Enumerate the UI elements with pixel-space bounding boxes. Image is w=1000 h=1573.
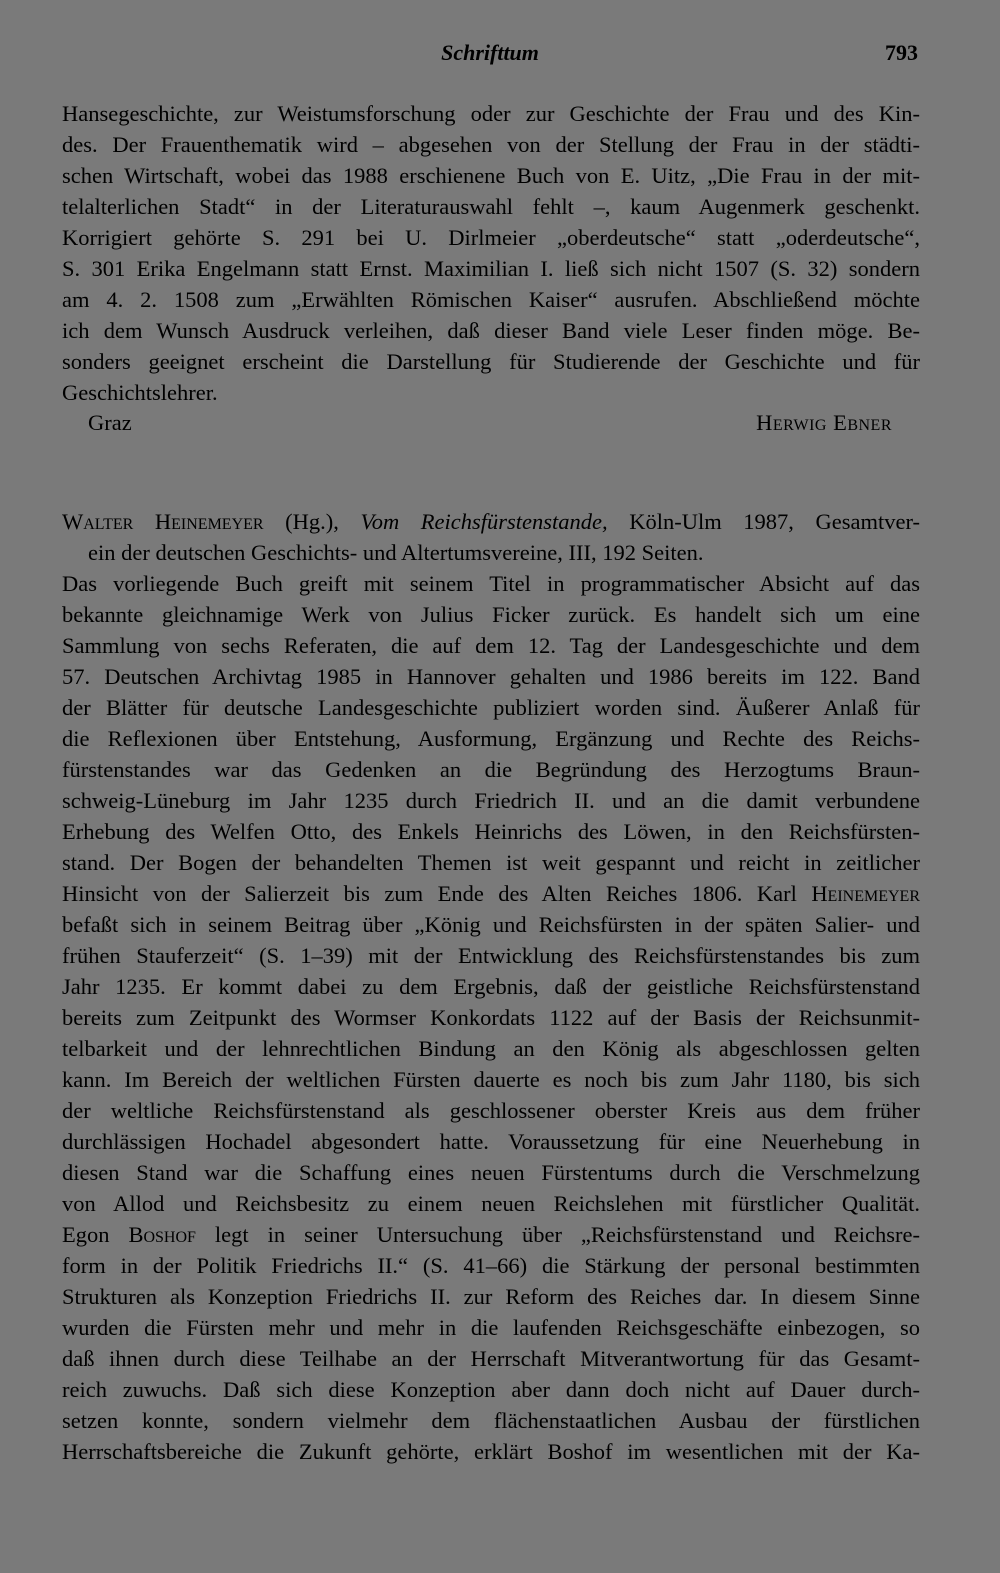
author-name: Boshof (128, 1222, 196, 1247)
book-author: Walter Heinemeyer (62, 509, 264, 534)
review-1-signoff (88, 410, 892, 444)
text-line: von Allod und Reichsbesitz zu einem neuen Reichslehen mit fürstlicher Qualität. (62, 1191, 920, 1216)
page-header (62, 38, 918, 72)
text-line: telbarkeit und der lehnrechtlichen Bindung an den König als abgeschlossen gelten (62, 1036, 920, 1061)
text-line: stand. Der Bogen der behandelten Themen ist weit gespannt und reicht in zeitlicher (62, 850, 920, 875)
text-line: 57. Deutschen Archivtag 1985 in Hannover gehalten und 1986 bereits im 122. Band (62, 664, 920, 689)
editor-mark: (Hg.), (263, 509, 361, 534)
review-1-text (62, 98, 920, 408)
text-line: telalterlichen Stadt“ in der Literaturauswahl fehlt –, kaum Augenmerk geschenkt. (62, 194, 920, 219)
text-line: schen Wirtschaft, wobei das 1988 erschienene Buch von E. Uitz, „Die Frau in der mit- (62, 163, 920, 188)
text-line: der Blätter für deutsche Landesgeschichte publiziert worden sind. Äußerer Anlaß für (62, 695, 920, 720)
text-line: Erhebung des Welfen Otto, des Enkels Heinrichs des Löwen, in den Reichsfürsten- (62, 819, 920, 844)
text-line: Hansegeschichte, zur Weistumsforschung oder zur Geschichte der Frau und des Kin- (62, 101, 920, 126)
text-line: kann. Im Bereich der weltlichen Fürsten dauerte es noch bis zum Jahr 1180, bis sich (62, 1067, 920, 1092)
text-line: befaßt sich in seinem Beitrag über „König und Reichsfürsten in der späten Salier- und (62, 912, 920, 937)
text-line: frühen Stauferzeit“ (S. 1–39) mit der Entwicklung des Reichsfürstenstandes bis zum (62, 943, 920, 968)
text-line: setzen konnte, sondern vielmehr dem flächenstaatlichen Ausbau der fürstlichen (62, 1408, 920, 1433)
running-title: Schrifttum (441, 40, 539, 65)
text-line: sonders geeignet erscheint die Darstellung für Studierende der Geschichte und für (62, 349, 920, 374)
text-line: bereits zum Zeitpunkt des Wormser Konkordats 1122 auf der Basis der Reichsunmit- (62, 1005, 920, 1030)
text-line: des. Der Frauenthematik wird – abgesehen von der Stellung der Frau in der städti- (62, 132, 920, 157)
review-2-text (62, 568, 920, 1467)
text-line: schweig-Lüneburg im Jahr 1235 durch Friedrich II. und an die damit verbundene (62, 788, 920, 813)
text-line: form in der Politik Friedrichs II.“ (S. 41–66) die Stärkung der personal bestimmten (62, 1253, 920, 1278)
reference-line (62, 506, 920, 537)
text-line: Korrigiert gehörte S. 291 bei U. Dirlmeier „oberdeutsche“ statt „oderdeutsche“, (62, 225, 920, 250)
text-segment: Egon (62, 1222, 129, 1247)
text-line: bekannte gleichnamige Werk von Julius Ficker zurück. Es handelt sich um eine (62, 602, 920, 627)
reviewer-name: Herwig Ebner (756, 410, 892, 435)
author-name: Heinemeyer (811, 881, 920, 906)
review-2-reference (62, 506, 920, 568)
text-line: ich dem Wunsch Ausdruck verleihen, daß dieser Band viele Leser finden möge. Be- (62, 318, 920, 343)
text-line: Geschichtslehrer. (62, 380, 218, 405)
text-segment: Hinsicht von der Salierzeit bis zum Ende des Alten Reiches 1806. Karl (62, 881, 812, 906)
text-line: reich zuwuchs. Daß sich diese Konzeption aber dann doch nicht auf Dauer durch- (62, 1377, 920, 1402)
text-line (62, 1219, 920, 1250)
text-line: am 4. 2. 1508 zum „Erwählten Römischen Kaiser“ ausrufen. Abschließend möchte (62, 287, 920, 312)
text-line: der weltliche Reichsfürstenstand als geschlossener oberster Kreis aus dem früher (62, 1098, 920, 1123)
text-line: daß ihnen durch diese Teilhabe an der Herrschaft Mitverantwortung für das Gesamt- (62, 1346, 920, 1371)
text-line: Strukturen als Konzeption Friedrichs II. zur Reform des Reiches dar. In diesem Sinne (62, 1284, 920, 1309)
text-line: wurden die Fürsten mehr und mehr in die laufenden Reichsgeschäfte einbezogen, so (62, 1315, 920, 1340)
review-place: Graz (88, 410, 132, 435)
text-line: Das vorliegende Buch greift mit seinem Titel in programmatischer Absicht auf das (62, 571, 920, 596)
book-title: Vom Reichsfürstenstande, (360, 509, 608, 534)
book-details: Köln-Ulm 1987, Gesamtver- (607, 509, 920, 534)
text-line: diesen Stand war die Schaffung eines neuen Fürstentums durch die Verschmelzung (62, 1160, 920, 1185)
text-line: die Reflexionen über Entstehung, Ausformung, Ergänzung und Rechte des Reichs- (62, 726, 920, 751)
text-segment: legt in seiner Untersuchung über „Reichsfürstenstand und Reichsre- (195, 1222, 920, 1247)
page-number: 793 (885, 40, 918, 65)
text-line: Sammlung von sechs Referaten, die auf dem 12. Tag der Landesgeschichte und dem (62, 633, 920, 658)
text-line: S. 301 Erika Engelmann statt Ernst. Maximilian I. ließ sich nicht 1507 (S. 32) sondern (62, 256, 920, 281)
text-line: fürstenstandes war das Gedenken an die Begründung des Herzogtums Braun- (62, 757, 920, 782)
text-line: Herrschaftsbereiche die Zukunft gehörte, erklärt Boshof im wesentlichen mit der Ka- (62, 1439, 920, 1464)
text-line: Jahr 1235. Er kommt dabei zu dem Ergebnis, daß der geistliche Reichsfürstenstand (62, 974, 920, 999)
text-line: durchlässigen Hochadel abgesondert hatte. Voraussetzung für eine Neuerhebung in (62, 1129, 920, 1154)
text-line (62, 878, 920, 909)
reference-line: ein der deutschen Geschichts- und Altertumsvereine, III, 192 Seiten. (88, 540, 704, 565)
